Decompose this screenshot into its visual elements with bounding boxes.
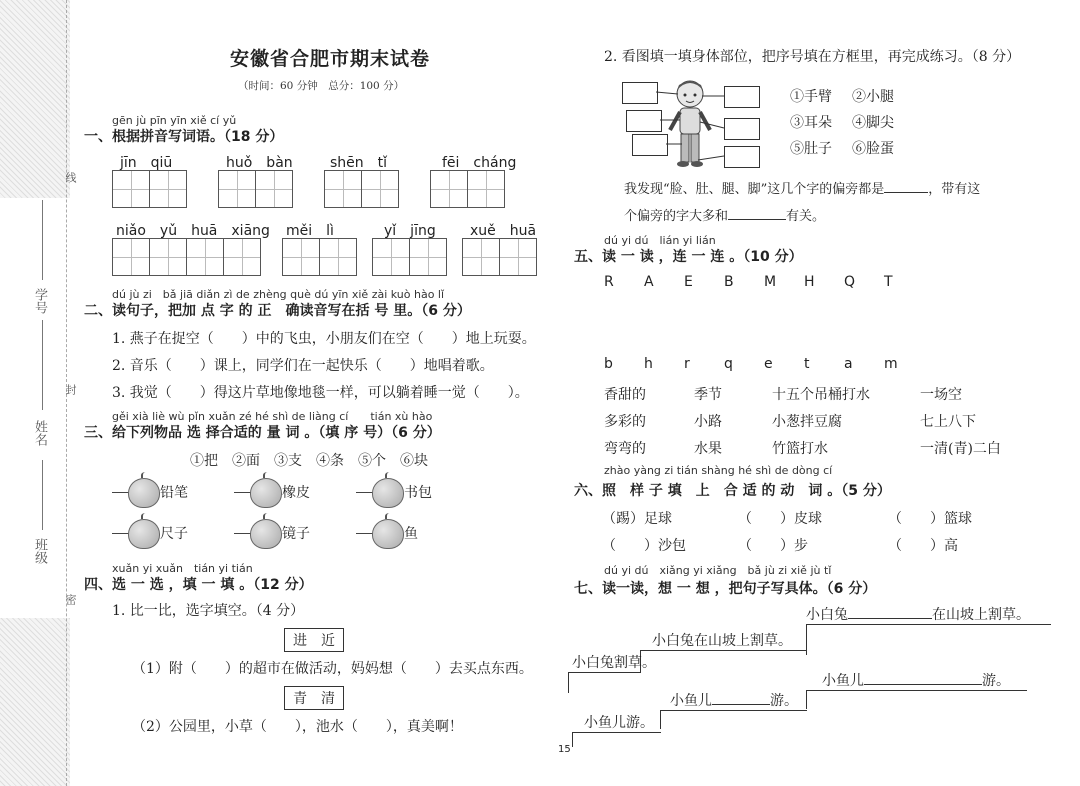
s1-py-2: huǒ bàn [226,155,293,171]
uppercase-B: B [724,274,734,290]
s5-pinyin: dú yi dú lián yi lián [604,234,716,247]
s3-item-5: 镜子 [282,526,310,542]
find-text-4: 有关。 [786,209,826,224]
s1-grid-6[interactable] [282,238,357,276]
s4-word-box-2: 青 清 [284,686,344,710]
part-6: ⑥脸蛋 [852,141,894,157]
lowercase-t: t [804,356,810,372]
s4-q2: 2. 看图填一填身体部位，把序号填在方框里，再完成练习。（8 分） [604,49,1021,65]
s4-finding-line2 [624,205,825,224]
s7-pinyin: dú yi dú xiǎng yi xiǎng bǎ jù zi xiě jù tǐ [604,564,832,577]
s7-b1: 小鱼儿 [822,673,864,689]
lowercase-m: m [884,356,898,372]
name-blank [42,320,43,410]
find-text-1: 我发现“脸、肚、腿、脚”这几个字的偏旁都是 [624,182,885,197]
s6-title: 六、照 样 子 填 上 合 适 的 动 词 。（5 分） [574,483,891,499]
cut-line-mark-xian: 线 [64,172,77,183]
adj-1: 香甜的 [604,387,646,403]
noun-3: 水果 [694,441,722,457]
page-number: 15 [558,744,571,755]
s1-pinyin: gēn jù pīn yīn xiě cí yǔ [112,114,237,127]
s4-pinyin: xuǎn yi xuǎn tián yi tián [112,562,253,575]
part-1: ①手臂 [790,89,832,105]
s2-title: 二、读句子，把加 点 字 的 正 确读音写在括 号 里。（6 分） [84,303,471,319]
s1-grid-4[interactable] [430,170,505,208]
stair-low-a [568,672,641,693]
boy-figure-illustration [656,74,726,170]
s3-item-6: 鱼 [404,526,418,542]
find-text-2: ，带有这 [928,182,981,197]
s5-title: 五、读 一 读 ，连 一 连 。（10 分） [574,249,803,265]
s7-b3: 小鱼儿 [670,693,712,709]
apple-icon [128,478,160,508]
s4-word-box-1: 进 近 [284,628,344,652]
body-part-box-1[interactable] [622,82,658,104]
s1-py-7: yǐ jīng [384,223,436,239]
radical-blank[interactable] [884,192,928,193]
s1-py-4: fēi cháng [442,155,517,171]
adj-3: 弯弯的 [604,441,646,457]
phrase-1: 十五个吊桶打水 [772,387,870,403]
student-number-blank [42,200,43,280]
s7-a-blank[interactable] [848,618,932,619]
ending-1: 一场空 [920,387,962,403]
s6-item-5: （ ）步 [738,538,808,554]
cut-line-mark-feng: 封 [64,384,77,395]
body-part-box-6[interactable] [724,146,760,168]
stair-mid-a [640,650,807,673]
class-label: 班级 [32,538,47,564]
find-text-3: 个偏旁的字大多和 [624,209,729,224]
s7-b4: 游。 [770,693,798,709]
s7-a1: 小白兔 [806,607,848,623]
apple-icon [128,519,160,549]
s4-q1: 1. 比一比，选字填空。（4 分） [112,603,305,619]
exam-title: 安徽省合肥市期末试卷 [230,48,431,70]
apple-icon [372,478,404,508]
lowercase-r: r [684,356,690,372]
s3-item-4: 尺子 [160,526,188,542]
cut-line-mark-mi: 密 [64,594,77,605]
s4-title: 四、选 一 选 ，填 一 填 。（12 分） [84,577,313,593]
name-label: 姓名 [32,420,47,446]
part-5: ⑤肚子 [790,141,832,157]
meaning-blank[interactable] [728,219,786,220]
class-blank [42,460,43,530]
body-part-box-4[interactable] [724,118,760,140]
s1-grid-7[interactable] [372,238,447,276]
s6-item-6: （ ）高 [888,538,958,554]
s4-line-1: （1）附（ ）的超市在做活动，妈妈想（ ）去买点东西。 [132,661,533,677]
s7-title: 七、读一读，想 一 想 ，把句子写具体。（6 分） [574,581,877,597]
lowercase-h: h [644,356,653,372]
student-number-label: 学号 [32,288,47,314]
uppercase-E: E [684,274,693,290]
s1-py-5: niǎo yǔ huā xiāng [116,223,270,239]
s7-a4: 小白兔割草。 [572,655,656,671]
s3-item-2: 橡皮 [282,485,310,501]
s3-item-3: 书包 [404,485,432,501]
noun-2: 小路 [694,414,722,430]
lowercase-b: b [604,356,613,372]
exam-subtitle: （时间：60 分钟 总分：100 分） [238,80,405,92]
s1-grid-3[interactable] [324,170,399,208]
stair-top-b [806,690,1027,709]
apple-icon [372,519,404,549]
s1-py-8: xuě huā [470,223,537,239]
s3-title: 三、给下列物品 选 择合适的 量 词 。（填 序 号）（6 分） [84,425,441,441]
s7-b-line1 [822,670,1010,690]
apple-icon [250,478,282,508]
s6-item-1: （踢）足球 [602,511,672,527]
s7-b5: 小鱼儿游。 [584,715,654,731]
noun-1: 季节 [694,387,722,403]
uppercase-A: A [644,274,654,290]
s2-line-2: 2. 音乐（ ）课上，同学们在一起快乐（ ）地唱着歌。 [112,358,494,374]
s6-pinyin: zhào yàng zi tián shàng hé shì de dòng cí [604,464,833,477]
stair-top-a [806,624,1051,655]
s1-py-3: shēn tǐ [330,155,388,171]
part-2: ②小腿 [852,89,894,105]
s7-b-line2 [670,690,798,710]
s7-a2: 在山坡上割草。 [932,607,1030,623]
s1-grid-2[interactable] [218,170,293,208]
s4-finding-line1 [624,178,980,197]
s1-grid-1[interactable] [112,170,187,208]
s2-line-1: 1. 燕子在捉空（ ）中的飞虫，小朋友们在空（ ）地上玩耍。 [112,331,536,347]
uppercase-M: M [764,274,777,290]
uppercase-R: R [604,274,614,290]
s1-title: 一、根据拼音写词语。（18 分） [84,129,284,145]
stair-mid-b [660,710,807,729]
uppercase-H: H [804,274,815,290]
s7-b2: 游。 [982,673,1010,689]
s2-line-3: 3. 我觉（ ）得这片草地像地毯一样，可以躺着睡一觉（ ）。 [112,385,529,401]
phrase-3: 竹篮打水 [772,441,828,457]
s1-py-1: jīn qiū [120,155,173,171]
s6-item-2: （ ）皮球 [738,511,822,527]
lowercase-a: a [844,356,853,372]
s6-item-4: （ ）沙包 [602,538,686,554]
s7-b-blank-1[interactable] [864,684,982,685]
part-3: ③耳朵 [790,115,832,131]
s1-py-6: měi lì [286,223,334,239]
ending-3: 一清(青)二白 [920,441,1001,457]
s2-pinyin: dú jù zi bǎ jiā diǎn zì de zhèng què dú yīn xiě zài kuò hào lǐ [112,288,445,301]
body-part-box-2[interactable] [724,86,760,108]
s3-item-1: 铅笔 [160,485,188,501]
s1-grid-5[interactable] [112,238,261,276]
uppercase-T: T [884,274,893,290]
part-4: ④脚尖 [852,115,894,131]
s7-a-line [806,604,1030,624]
s7-a3: 小白兔在山坡上割草。 [652,633,792,649]
uppercase-Q: Q [844,274,856,290]
apple-icon [250,519,282,549]
stair-low-b [572,732,661,747]
s6-item-3: （ ）篮球 [888,511,972,527]
lowercase-e: e [764,356,773,372]
s1-grid-8[interactable] [462,238,537,276]
phrase-2: 小葱拌豆腐 [772,414,842,430]
lowercase-q: q [724,356,733,372]
ending-2: 七上八下 [920,414,976,430]
s3-options: ①把 ②面 ③支 ④条 ⑤个 ⑥块 [190,453,428,469]
adj-2: 多彩的 [604,414,646,430]
s7-b-blank-2[interactable] [712,704,770,705]
s4-line-2: （2）公园里，小草（ ），池水（ ），真美啊！ [132,719,463,735]
s3-pinyin: gěi xià liè wù pǐn xuǎn zé hé shì de liàng cí tián xù hào [112,410,433,423]
